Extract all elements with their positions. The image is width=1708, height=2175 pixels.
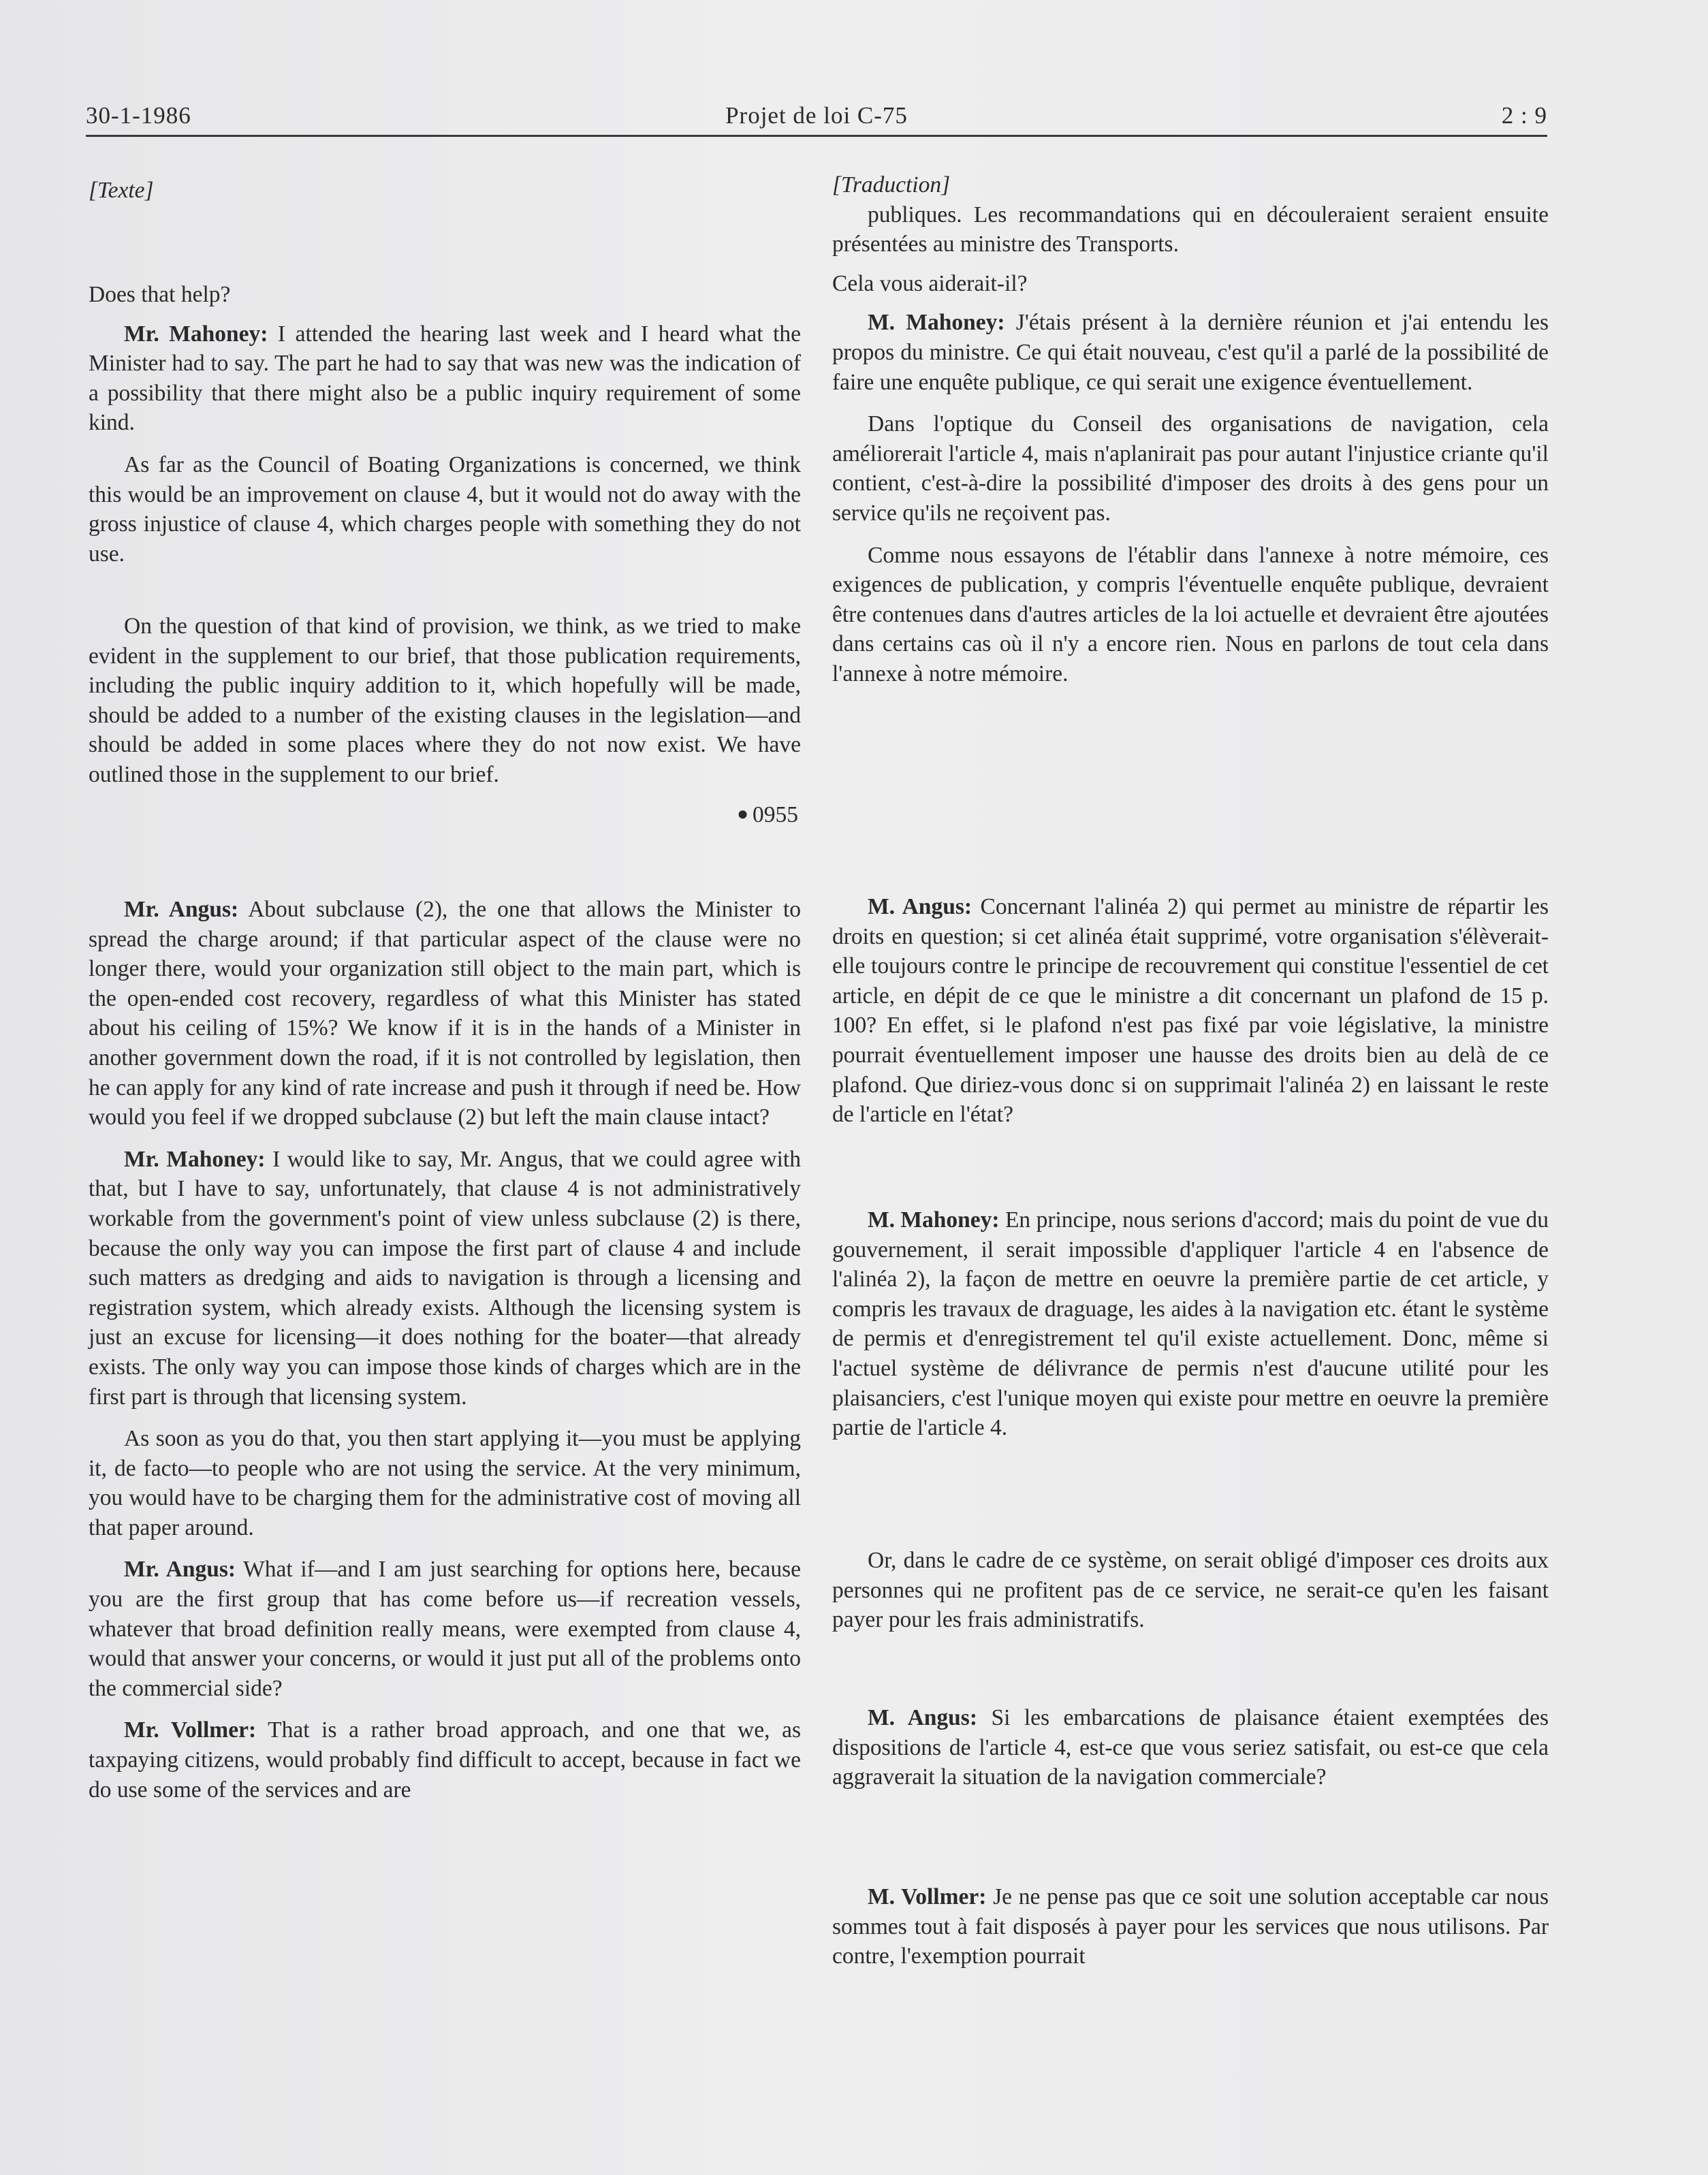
right-paragraph: publiques. Les recommandations qui en découleraient seraient ensuite présentées au ministre des Transports. xyxy=(832,202,1549,257)
right-block-6 xyxy=(832,1882,1549,1971)
left-paragraph: On the question of that kind of provision, we think, as we tried to make evident in the supplement to our brief, that those publication requirements, including the public inquiry addition to it, which hopefully will be made, should be added to a number of the existing clauses in the legislation—and should be added in some places where they do not now exist. We have outlined those in the supplement to our brief. xyxy=(89,614,801,787)
right-tag: [Traduction] xyxy=(832,172,951,197)
time-marker: ● 0955 xyxy=(737,801,798,827)
speaker-name: M. Angus: xyxy=(868,894,972,919)
speaker-name: M. Mahoney: xyxy=(868,310,1005,336)
speaker-name: Mr. Vollmer: xyxy=(124,1717,257,1743)
right-paragraph: Comme nous essayons de l'établir dans l'annexe à notre mémoire, ces exigences de publication, y compris l'éventuelle enquête publique, devraient être contenues dans d'autres articles de la loi actuelle et devraient être ajoutées dans certains cas où il n'y a encore rien. Nous en parlons de tout cela dans l'annexe à notre mémoire. xyxy=(832,542,1549,686)
right-block-1 xyxy=(832,170,1549,689)
left-paragraph: Mr. Angus: What if—and I am just searching for options here, because you are the first group that has come before us—if recreation vessels, whatever that broad definition really means, were exempted from clause 4, would that answer your concerns, or would it just put all of the problems onto the commercial side? xyxy=(89,1557,801,1701)
left-paragraph: Mr. Mahoney: I attended the hearing last week and I heard what the Minister had to say. The part he had to say that was new was the indication of a possibility that there might also be a public inquiry requirement of some kind. xyxy=(89,321,801,436)
speaker-name: Mr. Mahoney: xyxy=(124,321,268,347)
left-block-2 xyxy=(89,612,801,829)
left-paragraph: Mr. Angus: About subclause (2), the one that allows the Minister to spread the charge around; if that particular aspect of the clause were no longer there, would your organization still object to the main part, which is the open-ended cost recovery, regardless of what this Minister has stated about his ceiling of 15%? We know if it is in the hands of a Minister in another government down the road, if it is not controlled by legislation, then he can apply for any kind of rate increase and push it through if need be. How would you feel if we dropped subclause (2) but left the main clause intact? xyxy=(89,897,801,1130)
speaker-name: M. Angus: xyxy=(868,1705,978,1730)
left-tag: [Texte] xyxy=(89,178,154,203)
header-date: 30-1-1986 xyxy=(86,102,191,129)
speaker-name: Mr. Angus: xyxy=(124,897,239,922)
left-paragraph: As far as the Council of Boating Organizations is concerned, we think this would be an improvement on clause 4, but it would not do away with the gross injustice of clause 4, which charges people with something they do not use. xyxy=(89,451,801,567)
right-paragraph: M. Mahoney: En principe, nous serions d'accord; mais du point de vue du gouvernement, il serait impossible d'appliquer l'article 4 en l'absence de l'alinéa 2), la façon de mettre en oeuvre la première partie de cet article, y compris les travaux de draguage, les aides à la navigation etc. étant le système de permis et d'enregistrement tel qu'il existe actuellement. Donc, même si l'actuel système de délivrance de permis n'est d'aucune utilité pour les plaisanciers, c'est l'unique moyen qui existe pour mettre en oeuvre la première partie de l'article 4. xyxy=(832,1207,1549,1441)
right-block-5 xyxy=(832,1703,1549,1792)
right-paragraph: Cela vous aiderait-il? xyxy=(832,270,1028,296)
bullet-icon: ● xyxy=(737,803,748,825)
right-paragraph: M. Angus: Si les embarcations de plaisance étaient exemptées des dispositions de l'article 4, est-ce que vous seriez satisfait, ou est-ce que cela aggraverait la situation de la navigation commerciale? xyxy=(832,1705,1549,1790)
header-page-number: 2 : 9 xyxy=(1501,102,1547,129)
left-paragraph: Does that help? xyxy=(89,282,231,307)
speaker-name: M. Mahoney: xyxy=(868,1207,1000,1233)
page-header xyxy=(86,102,1547,138)
right-paragraph: M. Mahoney: J'étais présent à la dernière réunion et j'ai entendu les propos du ministre. Ce qui était nouveau, c'est qu'il a parlé de la possibilité de faire une enquête publique, ce qui serait une exigence éventuellement. xyxy=(832,310,1549,395)
right-paragraph: M. Vollmer: Je ne pense pas que ce soit une solution acceptable car nous sommes tout à fait disposés à payer pour les services que nous utilisons. Par contre, l'exemption pourrait xyxy=(832,1884,1549,1969)
speaker-name: Mr. Mahoney: xyxy=(124,1146,266,1172)
header-rule xyxy=(86,135,1547,137)
left-paragraph: Mr. Mahoney: I would like to say, Mr. Angus, that we could agree with that, but I have to say, unfortunately, that clause 4 is not administratively workable from the government's point of view unless subclause (2) is there, because the only way you can impose the first part of clause 4 and include such matters as dredging and aids to navigation is through a licensing and registration system, which already exists. Although the licensing system is just an excuse for licensing—it does nothing for the boater—that already exists. The only way you can impose those kinds of charges which are in the first part is through that licensing system. xyxy=(89,1146,801,1410)
right-block-2 xyxy=(832,892,1549,1130)
speaker-name: Mr. Angus: xyxy=(124,1557,236,1583)
right-paragraph: Or, dans le cadre de ce système, on serait obligé d'imposer ces droits aux personnes qui ne profitent pas de ce service, ne serait-ce qu'en les faisant payer pour les frais administratifs. xyxy=(832,1548,1549,1633)
speaker-name: M. Vollmer: xyxy=(868,1884,987,1909)
left-block-3 xyxy=(89,895,801,1805)
right-paragraph: Dans l'optique du Conseil des organisations de navigation, cela améliorerait l'article 4, mais n'aplanirait pas pour autant l'injustice criante qu'il contient, c'est-à-dire la possibilité d'imposer des droits à des gens pour un service qu'ils ne reçoivent pas. xyxy=(832,411,1549,526)
left-paragraph: As soon as you do that, you then start applying it—you must be applying it, de facto—to people who are not using the service. At the very minimum, you would have to be charging them for the administrative cost of moving all that paper around. xyxy=(89,1426,801,1540)
header-title: Projet de loi C-75 xyxy=(725,102,908,129)
right-paragraph: M. Angus: Concernant l'alinéa 2) qui permet au ministre de répartir les droits en question; si cet alinéa était supprimé, votre organisation s'élèverait-elle toujours contre le principe de recouvrement qui constitue l'essentiel de cet article, en dépit de ce que le ministre a dit concernant un plafond de 15 p. 100? En effet, si le plafond n'est pas fixé par voie législative, la ministre pourrait éventuellement imposer une hausse des droits bien au delà de ce plafond. Que diriez-vous donc si on supprimait l'alinéa 2) en laissant le reste de l'article en l'état? xyxy=(832,894,1549,1128)
right-block-3 xyxy=(832,1205,1549,1443)
left-paragraph: Mr. Vollmer: That is a rather broad approach, and one that we, as taxpaying citizens, would probably find difficult to accept, because in fact we do use some of the services and are xyxy=(89,1717,801,1803)
left-block-1 xyxy=(89,280,801,569)
right-block-4 xyxy=(832,1546,1549,1635)
